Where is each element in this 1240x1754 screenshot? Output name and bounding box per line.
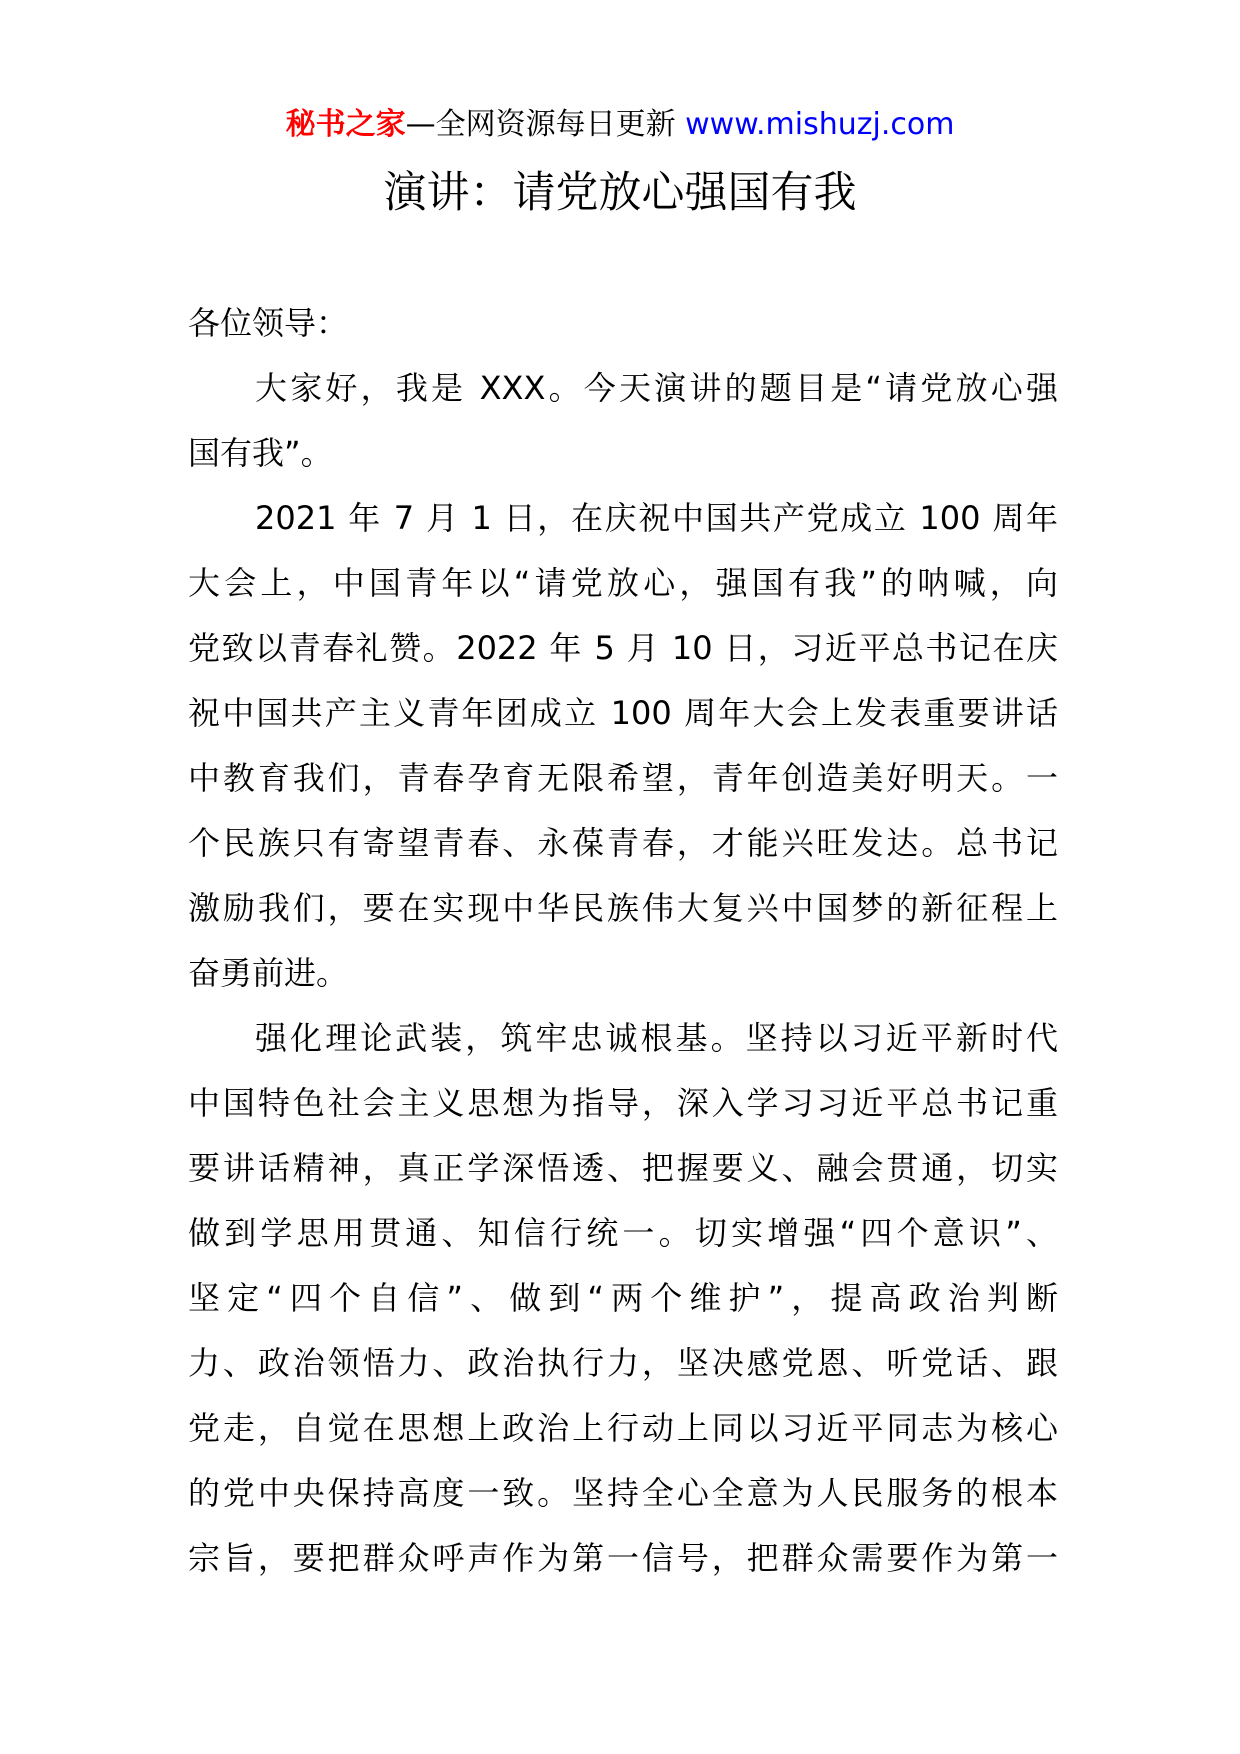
site-name: 秘书之家	[285, 107, 406, 142]
body-line: 祝中国共产主义青年团成立 100 周年大会上发表重要讲话	[188, 694, 1058, 732]
body-line: 坚定“四个自信”、做到“两个维护”，提高政治判断	[188, 1279, 1058, 1317]
body-line: 大家好，我是 XXX。今天演讲的题目是“请党放心强	[255, 369, 1058, 407]
body-line: 大会上，中国青年以“请党放心，强国有我”的呐喊，向	[188, 564, 1058, 602]
document-body	[188, 291, 1058, 1591]
document-title: 演讲：请党放心强国有我	[383, 168, 857, 218]
site-url-link[interactable]: www.mishuzj.com	[685, 107, 955, 142]
body-line: 奋勇前进。	[188, 954, 349, 992]
body-line: 2021 年 7 月 1 日，在庆祝中国共产党成立 100 周年	[255, 499, 1058, 537]
site-slogan: —全网资源每日更新	[405, 107, 676, 142]
body-line: 做到学思用贯通、知信行统一。切实增强“四个意识”、	[188, 1214, 1058, 1252]
body-line: 中国特色社会主义思想为指导，深入学习习近平总书记重	[188, 1084, 1058, 1122]
body-line: 各位领导：	[188, 304, 349, 342]
body-line: 党走，自觉在思想上政治上行动上同以习近平同志为核心	[188, 1409, 1058, 1447]
body-line: 党致以青春礼赞。2022 年 5 月 10 日，习近平总书记在庆	[188, 629, 1058, 667]
body-line: 国有我”。	[188, 434, 333, 472]
site-header	[0, 100, 1240, 150]
body-line: 宗旨，要把群众呼声作为第一信号，把群众需要作为第一	[188, 1539, 1058, 1577]
body-line: 力、政治领悟力、政治执行力，坚决感党恩、听党话、跟	[188, 1344, 1058, 1382]
body-line: 个民族只有寄望青春、永葆青春，才能兴旺发达。总书记	[188, 824, 1058, 862]
body-line: 的党中央保持高度一致。坚持全心全意为人民服务的根本	[188, 1474, 1058, 1512]
body-line: 要讲话精神，真正学深悟透、把握要义、融会贯通，切实	[188, 1149, 1058, 1187]
body-line: 激励我们，要在实现中华民族伟大复兴中国梦的新征程上	[188, 889, 1058, 927]
body-line: 中教育我们，青春孕育无限希望，青年创造美好明天。一	[188, 759, 1058, 797]
body-line: 强化理论武装，筑牢忠诚根基。坚持以习近平新时代	[255, 1019, 1058, 1057]
